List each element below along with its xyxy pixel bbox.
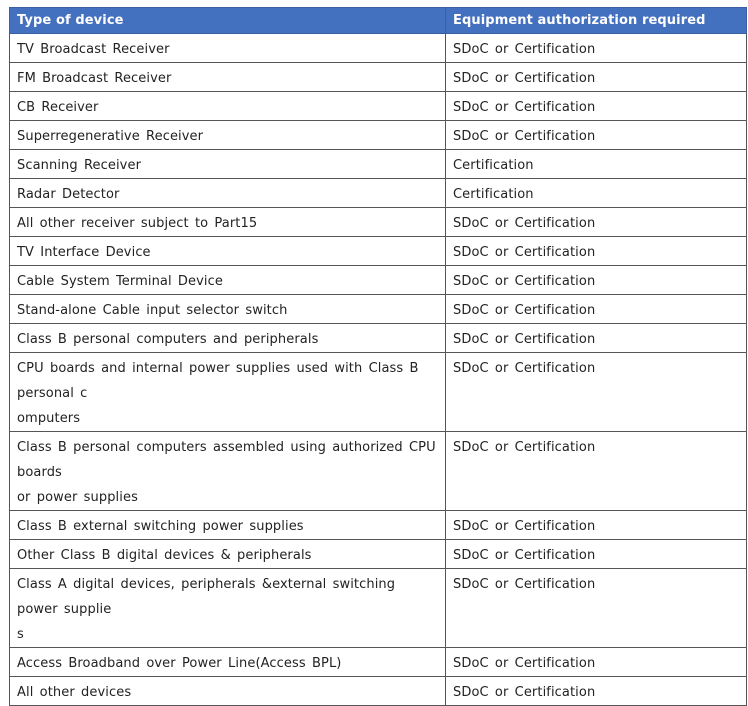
authorization-cell: SDoC or Certification	[446, 266, 747, 295]
table-row	[10, 324, 747, 353]
device-cell: CB Receiver	[10, 92, 446, 121]
device-cell: Stand-alone Cable input selector switch	[10, 295, 446, 324]
authorization-cell: SDoC or Certification	[446, 432, 747, 511]
table-row	[10, 569, 747, 648]
device-cell	[10, 432, 446, 511]
table-row	[10, 648, 747, 677]
device-cell: Superregenerative Receiver	[10, 121, 446, 150]
authorization-cell: SDoC or Certification	[446, 92, 747, 121]
device-cell: Scanning Receiver	[10, 150, 446, 179]
table-row	[10, 540, 747, 569]
device-cell: Class B external switching power supplies	[10, 511, 446, 540]
authorization-table	[9, 7, 747, 706]
authorization-cell: Certification	[446, 150, 747, 179]
table-row	[10, 63, 747, 92]
table-row	[10, 179, 747, 208]
authorization-cell: SDoC or Certification	[446, 324, 747, 353]
device-cell: FM Broadcast Receiver	[10, 63, 446, 92]
device-cell: TV Interface Device	[10, 237, 446, 266]
authorization-cell: SDoC or Certification	[446, 121, 747, 150]
authorization-cell: SDoC or Certification	[446, 295, 747, 324]
header-type-of-device: Type of device	[10, 8, 446, 34]
device-cell: All other devices	[10, 677, 446, 706]
table-row	[10, 677, 747, 706]
authorization-cell: SDoC or Certification	[446, 569, 747, 648]
device-cell-line: s	[17, 627, 24, 642]
authorization-cell: SDoC or Certification	[446, 677, 747, 706]
table-row	[10, 266, 747, 295]
authorization-table-container	[9, 7, 746, 706]
authorization-cell: SDoC or Certification	[446, 208, 747, 237]
table-row	[10, 150, 747, 179]
table-row	[10, 92, 747, 121]
table-row	[10, 121, 747, 150]
device-cell: Other Class B digital devices & peripherals	[10, 540, 446, 569]
authorization-cell: SDoC or Certification	[446, 353, 747, 432]
table-row	[10, 34, 747, 63]
authorization-cell: SDoC or Certification	[446, 63, 747, 92]
table-row	[10, 432, 747, 511]
device-cell-line: CPU boards and internal power supplies used with Class B personal c	[17, 361, 419, 401]
authorization-cell: SDoC or Certification	[446, 34, 747, 63]
device-cell: TV Broadcast Receiver	[10, 34, 446, 63]
device-cell-line: Class A digital devices, peripherals &external switching power supplie	[17, 577, 396, 617]
table-row	[10, 511, 747, 540]
device-cell: All other receiver subject to Part15	[10, 208, 446, 237]
table-row	[10, 353, 747, 432]
device-cell	[10, 353, 446, 432]
authorization-cell: SDoC or Certification	[446, 511, 747, 540]
table-row	[10, 237, 747, 266]
device-cell: Cable System Terminal Device	[10, 266, 446, 295]
device-cell: Access Broadband over Power Line(Access BPL)	[10, 648, 446, 677]
device-cell-line: or power supplies	[17, 490, 138, 505]
header-equipment-authorization: Equipment authorization required	[446, 8, 747, 34]
device-cell-line: Class B personal computers assembled using authorized CPU boards	[17, 440, 436, 480]
authorization-cell: SDoC or Certification	[446, 237, 747, 266]
device-cell: Class B personal computers and peripherals	[10, 324, 446, 353]
authorization-cell: SDoC or Certification	[446, 648, 747, 677]
table-row	[10, 208, 747, 237]
authorization-cell: SDoC or Certification	[446, 540, 747, 569]
authorization-cell: Certification	[446, 179, 747, 208]
table-row	[10, 295, 747, 324]
device-cell: Radar Detector	[10, 179, 446, 208]
device-cell	[10, 569, 446, 648]
device-cell-line: omputers	[17, 411, 81, 426]
table-header-row	[10, 8, 747, 34]
